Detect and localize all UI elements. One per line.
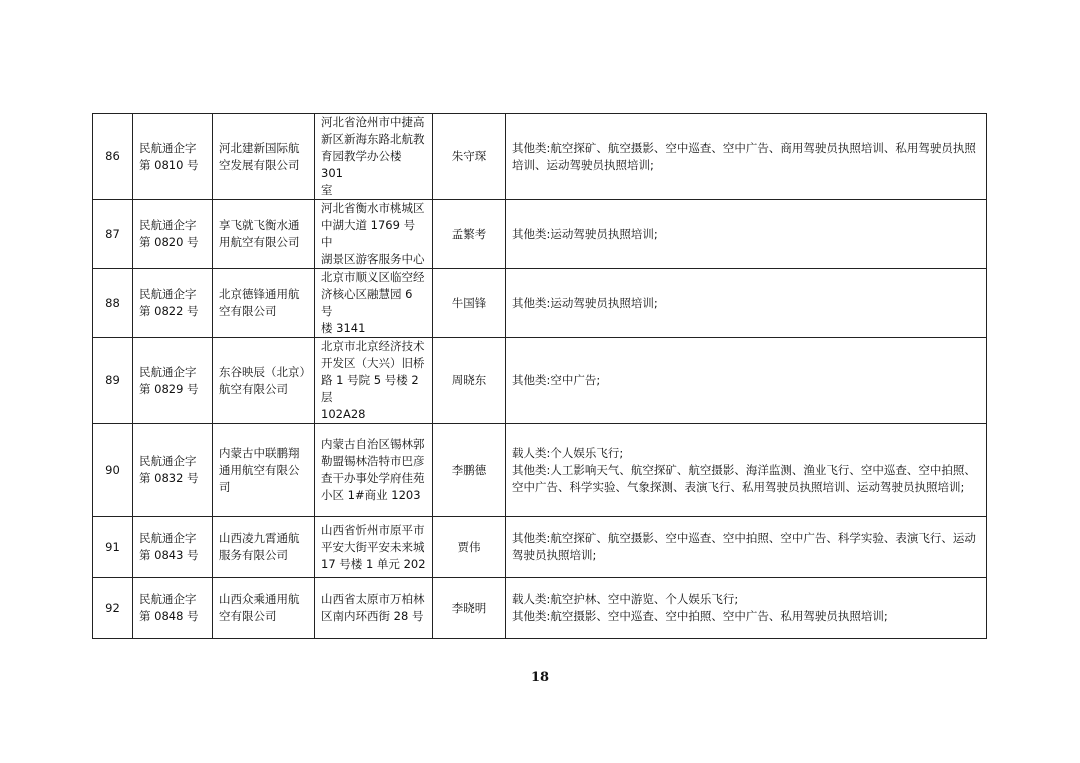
legal-representative: 朱守琛 (433, 114, 506, 200)
scope-line: 驾驶员执照培训; (512, 548, 597, 562)
address (315, 338, 433, 424)
company-name (213, 269, 315, 338)
scope-line: 其他类:运动驾驶员执照培训; (512, 226, 658, 241)
company-name (213, 114, 315, 200)
company-line: 山西众乘通用航 (219, 592, 300, 606)
legal-representative: 孟繁考 (433, 200, 506, 269)
scope-line: 其他类:运动驾驶员执照培训; (512, 295, 658, 310)
permit-number (133, 200, 213, 269)
company-name (213, 578, 315, 639)
table-row (93, 424, 987, 517)
address (315, 200, 433, 269)
company-line: 内蒙古中联鹏翔 (219, 445, 300, 460)
scope-line: 载人类:航空护林、空中游览、个人娱乐飞行; (512, 592, 739, 606)
company-line: 河北建新国际航 (219, 140, 300, 155)
row-number: 91 (93, 517, 133, 578)
permit-line: 民航通企字 (139, 592, 197, 606)
permit-line: 民航通企字 (139, 531, 197, 545)
company-line: 东谷映辰（北京） (219, 364, 311, 379)
address-line: 济核心区融慧园 6 号 (321, 287, 413, 318)
scope-line: 培训、运动驾驶员执照培训; (512, 157, 654, 172)
address-line: 开发区（大兴）旧桥 (321, 356, 425, 370)
row-number: 92 (93, 578, 133, 639)
company-name (213, 338, 315, 424)
business-scope (506, 269, 987, 338)
permit-number (133, 578, 213, 639)
business-scope (506, 424, 987, 517)
address-line: 新区新海东路北航教 (321, 132, 425, 146)
company-line: 山西凌九霄通航 (219, 531, 300, 545)
address-line: 湖景区游客服务中心 (321, 252, 425, 266)
legal-representative: 牛国锋 (433, 269, 506, 338)
company-line: 服务有限公司 (219, 548, 288, 562)
address-line: 北京市北京经济技术 (321, 339, 425, 353)
company-line: 北京德锋通用航 (219, 287, 300, 301)
permit-line: 第 0822 号 (139, 304, 199, 318)
address-line: 北京市顺义区临空经 (321, 270, 425, 284)
address-line: 查干办事处学府佳苑 (321, 471, 425, 485)
scope-line: 其他类:航空探矿、航空摄影、空中巡查、空中广告、商用驾驶员执照培训、私用驾驶员执照 (512, 140, 976, 155)
address-line: 山西省忻州市原平市 (321, 522, 425, 537)
address-line: 区南内环西街 28 号 (321, 609, 424, 623)
address-line: 路 1 号院 5 号楼 2 层 (321, 373, 419, 404)
permit-line: 第 0810 号 (139, 157, 199, 172)
permit-number (133, 517, 213, 578)
address (315, 578, 433, 639)
permit-line: 民航通企字 (139, 287, 197, 301)
company-line: 航空有限公司 (219, 381, 288, 396)
address-line: 17 号楼 1 单元 202 (321, 556, 426, 571)
row-number: 90 (93, 424, 133, 517)
permit-line: 第 0832 号 (139, 471, 199, 485)
address-line: 山西省太原市万柏林 (321, 592, 425, 606)
company-line: 空发展有限公司 (219, 157, 300, 172)
scope-line: 其他类:航空摄影、空中巡查、空中拍照、空中广告、私用驾驶员执照培训; (512, 609, 888, 623)
address (315, 269, 433, 338)
scope-line: 其他类:空中广告; (512, 373, 601, 387)
address (315, 114, 433, 200)
address-line: 勒盟锡林浩特市巴彦 (321, 454, 425, 468)
address-line: 平安大街平安未来城 (321, 539, 425, 554)
table-row (93, 517, 987, 578)
permit-line: 第 0848 号 (139, 609, 199, 623)
address-line: 河北省沧州市中捷高 (321, 115, 425, 129)
company-line: 享飞就飞衡水通 (219, 218, 300, 232)
business-scope (506, 517, 987, 578)
address-line: 内蒙古自治区锡林郭 (321, 437, 425, 451)
company-line: 司 (219, 479, 231, 494)
permit-number (133, 424, 213, 517)
address-line: 小区 1#商业 1203 (321, 488, 421, 502)
address-line: 育园教学办公楼 301 (321, 149, 402, 180)
permit-number (133, 269, 213, 338)
row-number: 88 (93, 269, 133, 338)
company-line: 用航空有限公司 (219, 235, 300, 249)
permit-number (133, 114, 213, 200)
permit-line: 民航通企字 (139, 364, 197, 379)
address (315, 517, 433, 578)
row-number: 87 (93, 200, 133, 269)
address-line: 102A28 (321, 407, 366, 421)
table-row (93, 200, 987, 269)
permit-line: 第 0829 号 (139, 381, 199, 396)
company-name (213, 200, 315, 269)
permit-line: 第 0820 号 (139, 235, 199, 249)
legal-representative: 李晓明 (433, 578, 506, 639)
row-number: 86 (93, 114, 133, 200)
business-scope (506, 578, 987, 639)
permit-line: 民航通企字 (139, 454, 197, 468)
business-scope (506, 200, 987, 269)
table-body (93, 114, 987, 639)
legal-representative: 李鹏德 (433, 424, 506, 517)
scope-line: 载人类:个人娱乐飞行; (512, 445, 624, 460)
business-scope (506, 338, 987, 424)
company-line: 通用航空有限公 (219, 462, 300, 477)
table-row (93, 578, 987, 639)
address-line: 中湖大道 1769 号中 (321, 218, 416, 249)
scope-line: 其他类:航空探矿、航空摄影、空中巡查、空中拍照、空中广告、科学实验、表演飞行、运动 (512, 531, 976, 545)
company-line: 空有限公司 (219, 609, 277, 623)
table-row (93, 269, 987, 338)
permit-line: 民航通企字 (139, 140, 197, 155)
company-line: 空有限公司 (219, 304, 277, 318)
row-number: 89 (93, 338, 133, 424)
company-name (213, 517, 315, 578)
table-row (93, 114, 987, 200)
permit-line: 第 0843 号 (139, 548, 199, 562)
legal-representative: 贾伟 (433, 517, 506, 578)
legal-representative: 周晓东 (433, 338, 506, 424)
table-row (93, 338, 987, 424)
company-name (213, 424, 315, 517)
scope-line: 其他类:人工影响天气、航空探矿、航空摄影、海洋监测、渔业飞行、空中巡查、空中拍照、 (512, 462, 976, 477)
address (315, 424, 433, 517)
address-line: 室 (321, 183, 333, 197)
scope-line: 空中广告、科学实验、气象探测、表演飞行、私用驾驶员执照培训、运动驾驶员执照培训; (512, 479, 965, 494)
business-scope (506, 114, 987, 200)
permit-line: 民航通企字 (139, 218, 197, 232)
page-number: 18 (530, 670, 550, 685)
permit-number (133, 338, 213, 424)
enterprise-table (92, 113, 987, 639)
address-line: 楼 3141 (321, 321, 366, 335)
address-line: 河北省衡水市桃城区 (321, 201, 425, 215)
